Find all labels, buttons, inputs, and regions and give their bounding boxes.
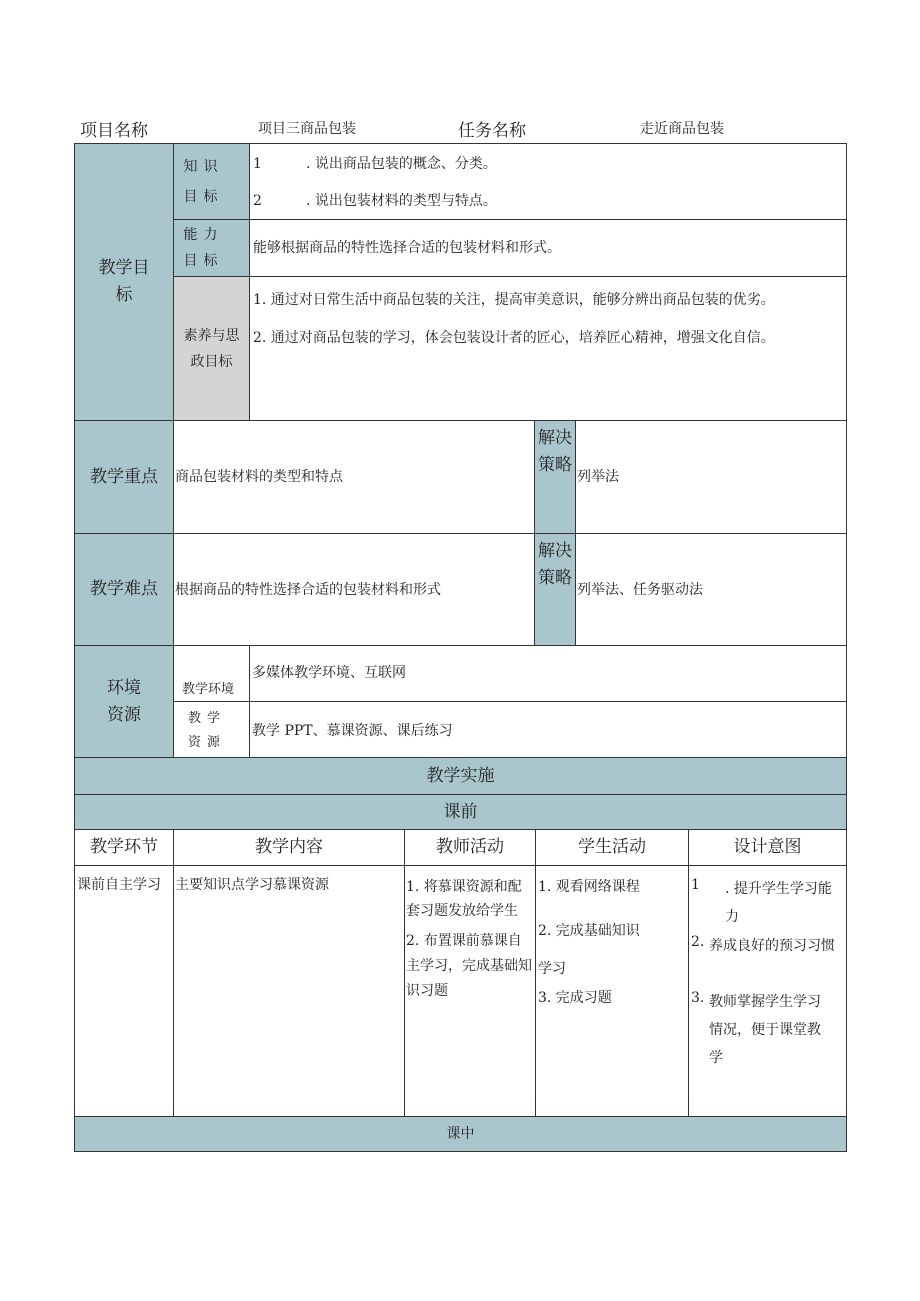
ability-content-cell	[249, 219, 846, 276]
col-header-stage	[75, 829, 173, 865]
in-class-title: 课中	[446, 1126, 475, 1142]
key-point-content-cell	[173, 420, 534, 533]
difficulty-strategy-label: 解决策略	[538, 541, 572, 588]
col-header-content-label: 教学内容	[255, 837, 323, 857]
environment-label-cell	[75, 645, 173, 757]
difficulty-strategy-label-cell	[534, 533, 575, 645]
row-student-cell	[535, 865, 688, 1116]
teaching-res-label-cell	[173, 701, 249, 757]
col-header-content	[173, 829, 404, 865]
project-name-value: 项目三商品包装	[258, 121, 356, 137]
literacy-label: 素养与思政目标	[183, 327, 240, 370]
pre-class-cell	[75, 794, 846, 829]
literacy-item-2: 2. 通过对商品包装的学习，体会包装设计者的匠心，培养匠心精神，增强文化自信。	[253, 330, 775, 346]
col-header-student-label: 学生活动	[578, 837, 646, 857]
difficulty-content: 根据商品的特性选择合适的包装材料和形式	[175, 581, 441, 598]
row-intent-1: . 提升学生学习能力	[725, 881, 832, 925]
col-header-intent	[688, 829, 846, 865]
in-class-cell	[75, 1116, 846, 1151]
row-intent-3-num: 3.	[691, 990, 705, 1006]
objectives-label-cell	[75, 144, 173, 420]
row-intent-2-num: 2.	[691, 934, 705, 950]
key-point-content: 商品包装材料的类型和特点	[175, 469, 343, 485]
key-point-label-cell	[75, 420, 173, 533]
key-point-label: 教学重点	[90, 466, 158, 487]
teaching-res: 教学 PPT、慕课资源、课后练习	[252, 723, 453, 739]
difficulty-strategy: 列举法、任务驱动法	[577, 581, 703, 598]
teaching-env-label-cell	[173, 645, 249, 701]
row-content-cell	[173, 865, 404, 1116]
task-name-value: 走近商品包装	[640, 121, 724, 137]
row-student-3: 3. 完成习题	[538, 990, 612, 1006]
row-intent-3: 教师掌握学生学习情况，便于课堂教学	[709, 994, 821, 1066]
difficulty-strategy-cell	[575, 533, 846, 645]
objectives-label: 教学目标	[98, 258, 150, 305]
teaching-env: 多媒体教学环境、互联网	[252, 665, 406, 681]
row-intent-2: 养成良好的预习习惯	[709, 938, 835, 954]
col-header-teacher-label: 教师活动	[436, 837, 504, 857]
difficulty-content-cell	[173, 533, 534, 645]
knowledge-item-2-num: 2	[253, 193, 262, 209]
key-point-strategy: 列举法	[577, 469, 619, 485]
row-teacher-2: 2. 布置课前慕课自主学习，完成基础知识习题	[406, 933, 532, 999]
key-point-strategy-label-cell	[534, 420, 575, 533]
col-header-student	[535, 829, 688, 865]
row-student-2: 2. 完成基础知识学习	[538, 923, 640, 977]
literacy-item-1: 1. 通过对日常生活中商品包装的关注，提高审美意识，能够分辨出商品包装的优劣。	[253, 292, 775, 308]
teaching-res-label: 教学资源	[188, 711, 227, 750]
row-intent-1-num: 1	[691, 877, 700, 893]
environment-label: 环境资源	[107, 677, 141, 725]
knowledge-content-cell	[249, 144, 846, 219]
ability-label: 能力目标	[183, 227, 224, 269]
row-student-1: 1. 观看网络课程	[538, 879, 640, 895]
row-stage: 课前自主学习	[77, 877, 161, 893]
key-point-strategy-label: 解决策略	[538, 428, 572, 475]
difficulty-label: 教学难点	[90, 579, 158, 599]
key-point-strategy-cell	[575, 420, 846, 533]
knowledge-item-1: . 说出商品包装的概念、分类。	[306, 156, 497, 172]
row-stage-cell	[75, 865, 173, 1116]
literacy-content-cell	[249, 276, 846, 420]
difficulty-label-cell	[75, 533, 173, 645]
task-name-label: 任务名称	[458, 121, 526, 141]
ability-text: 能够根据商品的特性选择合适的包装材料和形式。	[253, 240, 561, 256]
knowledge-label-cell	[173, 144, 249, 219]
row-content: 主要知识点学习慕课资源	[175, 877, 329, 893]
col-header-stage-label: 教学环节	[90, 837, 158, 857]
row-intent-cell	[688, 865, 846, 1116]
col-header-teacher	[404, 829, 535, 865]
teaching-res-cell	[249, 701, 846, 757]
implementation-title-cell	[75, 757, 846, 794]
knowledge-label: 知识目标	[183, 158, 224, 205]
implementation-title: 教学实施	[426, 765, 495, 786]
knowledge-item-1-num: 1	[253, 156, 262, 172]
literacy-label-cell	[173, 276, 249, 420]
project-name-label: 项目名称	[80, 121, 148, 141]
pre-class-title: 课前	[443, 801, 478, 822]
col-header-intent-label: 设计意图	[733, 837, 802, 857]
knowledge-item-2: . 说出包装材料的类型与特点。	[306, 193, 497, 209]
row-teacher-1: 1. 将慕课资源和配套习题发放给学生	[406, 879, 522, 919]
teaching-env-cell	[249, 645, 846, 701]
row-teacher-cell	[404, 865, 535, 1116]
teaching-env-label: 教学环境	[182, 682, 235, 697]
ability-label-cell	[173, 219, 249, 276]
